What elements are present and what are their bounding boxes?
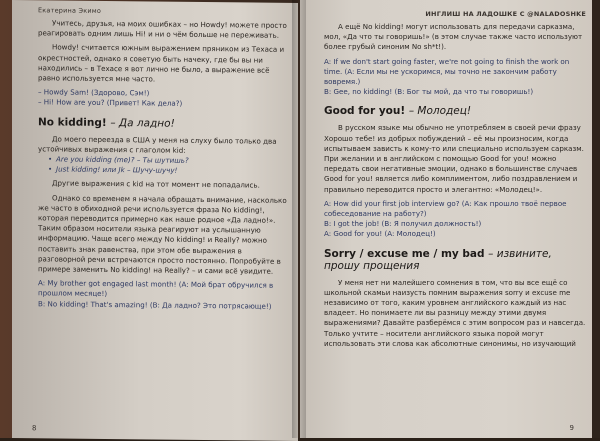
section-heading-no-kidding: [38, 116, 290, 131]
left-page: [12, 0, 298, 441]
right-page: [300, 0, 592, 438]
good-for-you-paragraph: В русском языке мы обычно не употребляем в своей речи фразу Хорошо тебе! из добрых побуждений – её мы произносим, когда испытываем зависть к кому-то или специально используем сарказм. При желании и в английском с помощью Good for you! можно передать свои негативные эмоции, однако в большинстве случаев Good for you! является либо комплиментом, либо поздравлением и правильно переводится просто и элегантно: «Молодец!».: [324, 123, 584, 194]
heading-ru: – Да ладно!: [110, 116, 175, 130]
page-number: 8: [32, 424, 37, 433]
dialog-line-a: A: If we don't start going faster, we're not going to finish the work on time. (A: Если мы не ускоримся, мы точно не закончим работу вовремя.): [324, 56, 570, 87]
heading-ru: – Молодец!: [408, 105, 472, 118]
dialog-line-a: A: How did your first job interview go? (A: Как прошло твоё первое собеседование на работу?): [324, 198, 567, 219]
right-page-header: ИНГЛИШ НА ЛАДОШКЕ С @NALADOSHKE: [425, 10, 586, 18]
dialog-line-b: B: I got the job! (B: Я получил должность!): [324, 219, 482, 229]
heading-ru: – извините, прошу прощения: [324, 247, 552, 272]
other-expressions-paragraph: Другие выражения с kid на тот момент не попадались.: [52, 178, 260, 191]
intro-paragraph-1: Учитесь, друзья, на моих ошибках – но Howdy! можете просто реагировать одним лишь Hi! и ни о чём больше не переживать.: [38, 18, 287, 40]
dialog-line-c: A: Good for you! (A: Молодец!): [324, 229, 436, 239]
page-number: 9: [569, 424, 574, 432]
kid-paragraph: До моего переезда в США у меня на слуху было только два устойчивых выражения с глаголом kid:: [38, 134, 277, 155]
dialog-hi: – Hi! How are you? (Привет! Как дела?): [38, 97, 183, 109]
sorry-paragraph: У меня нет ни малейшего сомнения в том, что вы все ещё со школьной скамьи наизусть помним выражения sorry и excuse me независимо от того, каким уровнем английского каждый из нас владеет. Но понимаете ли вы разницу между этими двумя выражениями? Давайте разберёмся с этим вопросом раз и навсегда. Только учтите – носители английского языка порой могут использовать эти слова как абсолютные синонимы, но изучающий: [324, 277, 586, 348]
dialog-howdy: – Howdy Sam! (Здорово, Сэм!): [38, 87, 150, 98]
heading-en: Good for you!: [324, 105, 406, 118]
dialog-line-b: B: Gee, no kidding! (B: Бог ты мой, да что ты говоришь!): [324, 87, 534, 97]
section-heading-sorry: [324, 248, 586, 272]
heading-en: No kidding!: [38, 115, 107, 129]
list-item: • Just kidding! или Jk – Шучу-шучу!: [56, 165, 290, 178]
heading-en: Sorry / excuse me / my bad: [324, 247, 485, 260]
dialog-line-a: A: My brother got engaged last month! (A: Мой брат обручился в прошлом месяце!): [38, 278, 274, 299]
no-kidding-explanation: Однако со временем я начала обращать внимание, насколько же часто в обиходной речи используется фраза No kidding!, которая переводится примерно как наше родное «Да ладно!». Таким образом носители языка реагируют на услышанную информацию. Чаще всего между No kidding! и Really? можно поставить знак равенства, при этом обе выражения в разговорной речи встречаются просто постоянно. Попробуйте в примере заменить No kidding! на Really? – и сами всё увидите.: [38, 193, 287, 276]
section-heading-good-for-you: [324, 105, 586, 117]
book-spine: [292, 0, 306, 438]
kid-expressions-list: [38, 154, 290, 177]
intro-paragraph-2: Howdy! считается южным выражением пряником из Техаса и окрестностей, однако я советую быть начеку, где бы вы ни находились – в Техасе я вот лично не было, а выражение всё равно используется мне часто.: [38, 42, 285, 84]
sarcasm-paragraph: А ещё No kidding! могут использовать для передачи сарказма, мол, «Да что ты говоришь!» (в этом случае также часто используют более грубый синоним No sh*t!).: [324, 22, 583, 52]
dialog-line-b: B: No kidding! That's amazing! (B: Да ладно? Это потрясающе!): [38, 298, 272, 311]
left-page-header: Екатерина Экимо: [38, 6, 102, 15]
list-item: • Are you kidding (me)? – Ты шутишь?: [56, 154, 290, 167]
